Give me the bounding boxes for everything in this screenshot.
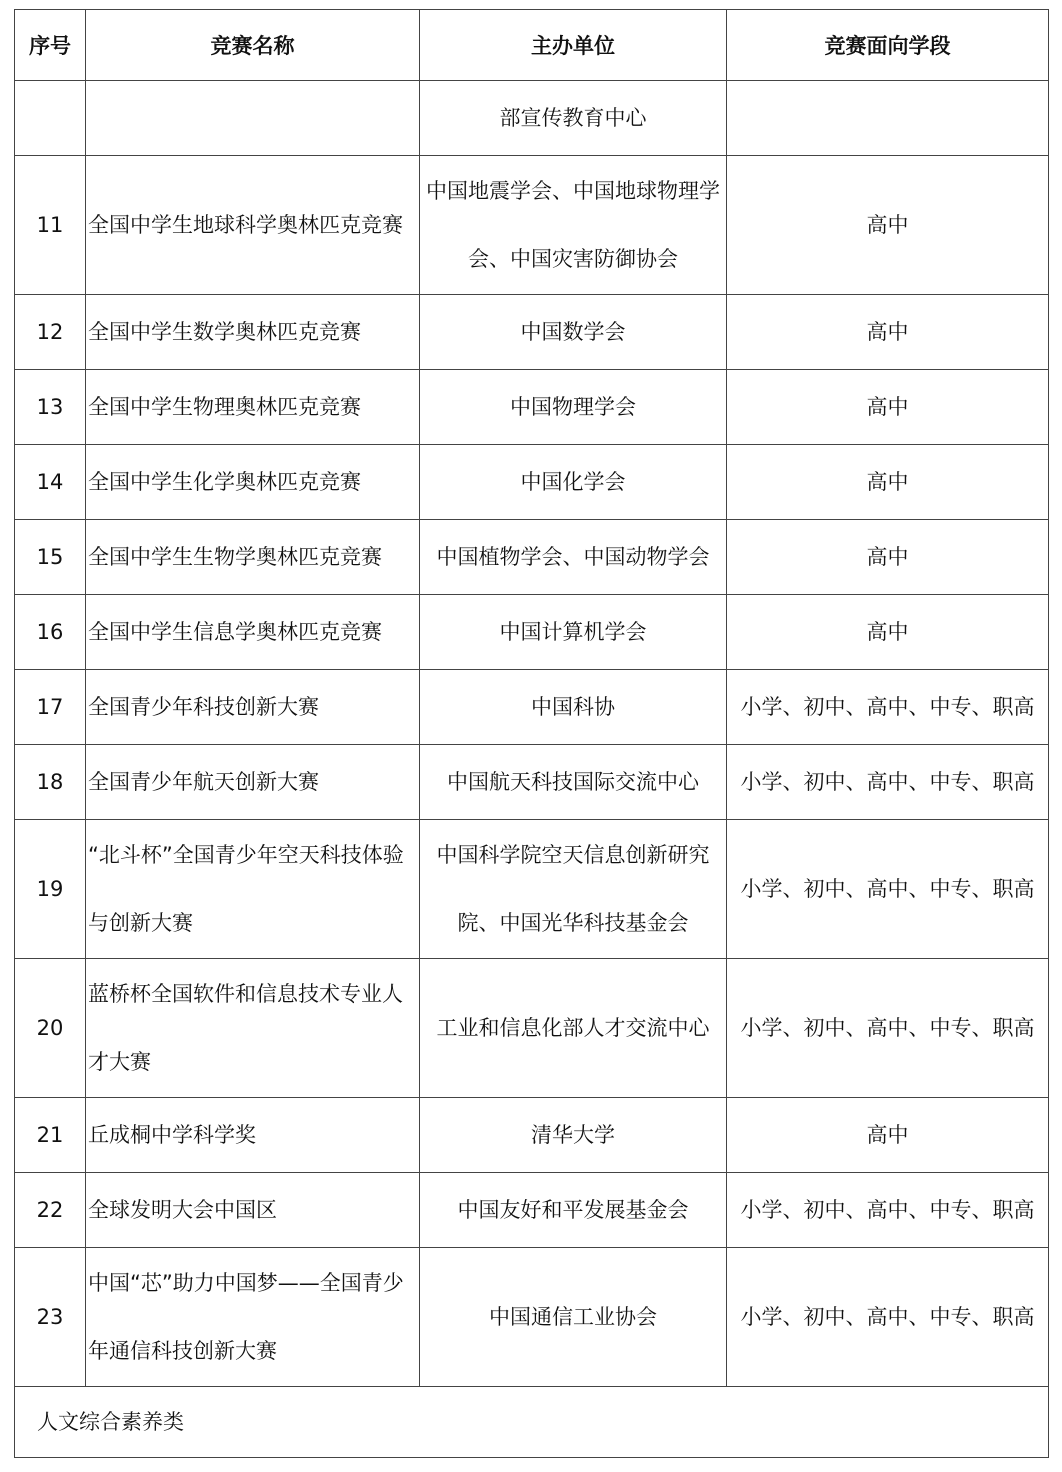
cell-num: 18 (15, 745, 86, 820)
cell-num: 22 (15, 1173, 86, 1248)
table-row (15, 370, 1049, 445)
cell-org: 中国通信工业协会 (420, 1248, 727, 1387)
cell-num: 20 (15, 959, 86, 1098)
table-row (15, 820, 1049, 959)
cell-num: 12 (15, 295, 86, 370)
table-row (15, 81, 1049, 156)
cell-num: 17 (15, 670, 86, 745)
cell-name: 中国“芯”助力中国梦——全国青少年通信科技创新大赛 (86, 1248, 420, 1387)
cell-level: 小学、初中、高中、中专、职高 (727, 820, 1049, 959)
cell-name: 全国中学生生物学奥林匹克竞赛 (86, 520, 420, 595)
competition-table (14, 9, 1049, 1458)
cell-org: 中国地震学会、中国地球物理学会、中国灾害防御协会 (420, 156, 727, 295)
cell-num (15, 81, 86, 156)
header-org: 主办单位 (420, 10, 727, 81)
cell-name: 全国青少年航天创新大赛 (86, 745, 420, 820)
cell-num: 15 (15, 520, 86, 595)
cell-name: 全国中学生物理奥林匹克竞赛 (86, 370, 420, 445)
cell-name: 丘成桐中学科学奖 (86, 1098, 420, 1173)
header-row (15, 10, 1049, 81)
cell-level: 高中 (727, 1098, 1049, 1173)
cell-org: 中国化学会 (420, 445, 727, 520)
table-row (15, 1173, 1049, 1248)
cell-level: 小学、初中、高中、中专、职高 (727, 670, 1049, 745)
cell-name: 蓝桥杯全国软件和信息技术专业人才大赛 (86, 959, 420, 1098)
cell-num: 16 (15, 595, 86, 670)
table-row (15, 595, 1049, 670)
cell-level: 高中 (727, 595, 1049, 670)
table-row (15, 1248, 1049, 1387)
cell-num: 21 (15, 1098, 86, 1173)
cell-org: 中国航天科技国际交流中心 (420, 745, 727, 820)
cell-name: 全国中学生地球科学奥林匹克竞赛 (86, 156, 420, 295)
table-row (15, 295, 1049, 370)
table-row (15, 670, 1049, 745)
table-row (15, 1098, 1049, 1173)
cell-org: 中国友好和平发展基金会 (420, 1173, 727, 1248)
cell-org: 工业和信息化部人才交流中心 (420, 959, 727, 1098)
cell-org: 中国计算机学会 (420, 595, 727, 670)
section-row (15, 1387, 1049, 1458)
cell-name: 全国青少年科技创新大赛 (86, 670, 420, 745)
cell-level: 小学、初中、高中、中专、职高 (727, 1248, 1049, 1387)
header-name: 竞赛名称 (86, 10, 420, 81)
cell-org: 中国科学院空天信息创新研究院、中国光华科技基金会 (420, 820, 727, 959)
cell-level: 小学、初中、高中、中专、职高 (727, 1173, 1049, 1248)
cell-num: 13 (15, 370, 86, 445)
cell-level: 高中 (727, 445, 1049, 520)
table-row (15, 445, 1049, 520)
cell-org: 中国植物学会、中国动物学会 (420, 520, 727, 595)
cell-org: 中国科协 (420, 670, 727, 745)
cell-num: 11 (15, 156, 86, 295)
table-row (15, 520, 1049, 595)
cell-num: 23 (15, 1248, 86, 1387)
cell-name: 全球发明大会中国区 (86, 1173, 420, 1248)
cell-level: 小学、初中、高中、中专、职高 (727, 745, 1049, 820)
cell-name: 全国中学生数学奥林匹克竞赛 (86, 295, 420, 370)
table-row (15, 959, 1049, 1098)
cell-name (86, 81, 420, 156)
cell-name: 全国中学生化学奥林匹克竞赛 (86, 445, 420, 520)
cell-level: 高中 (727, 156, 1049, 295)
cell-level: 高中 (727, 520, 1049, 595)
cell-level: 高中 (727, 295, 1049, 370)
cell-num: 14 (15, 445, 86, 520)
cell-level: 小学、初中、高中、中专、职高 (727, 959, 1049, 1098)
header-num: 序号 (15, 10, 86, 81)
cell-level (727, 81, 1049, 156)
section-label: 人文综合素养类 (15, 1387, 1049, 1458)
cell-name: “北斗杯”全国青少年空天科技体验与创新大赛 (86, 820, 420, 959)
cell-name: 全国中学生信息学奥林匹克竞赛 (86, 595, 420, 670)
cell-org: 中国物理学会 (420, 370, 727, 445)
cell-org: 部宣传教育中心 (420, 81, 727, 156)
cell-org: 清华大学 (420, 1098, 727, 1173)
header-level: 竞赛面向学段 (727, 10, 1049, 81)
table-row (15, 745, 1049, 820)
cell-org: 中国数学会 (420, 295, 727, 370)
cell-level: 高中 (727, 370, 1049, 445)
cell-num: 19 (15, 820, 86, 959)
table-row (15, 156, 1049, 295)
